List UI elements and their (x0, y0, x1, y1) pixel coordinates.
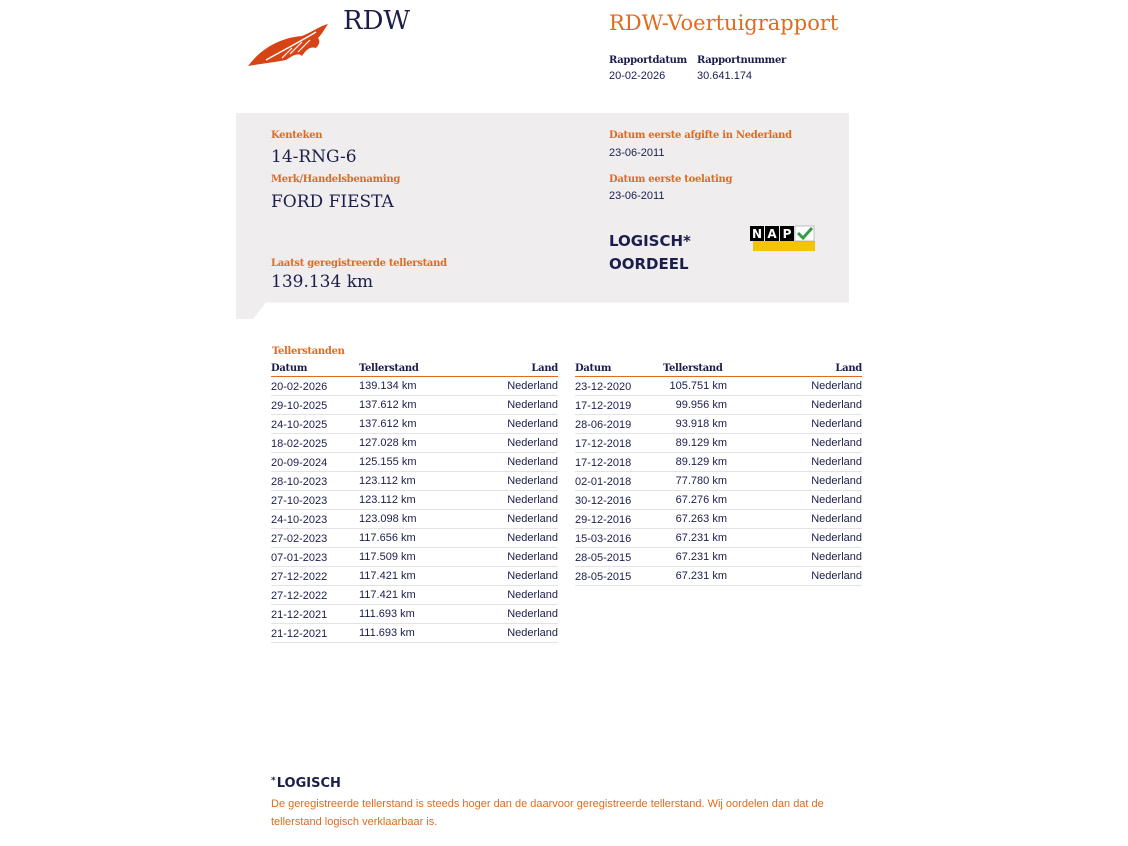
table-row (271, 624, 558, 643)
table-row (271, 415, 558, 434)
row-land: Nederland (811, 475, 862, 487)
rapportdatum-value: 20-02-2026 (609, 70, 666, 82)
row-tellerstand: 67.231 km (675, 570, 727, 582)
row-datum: 29-12-2016 (575, 514, 632, 526)
row-land: Nederland (507, 418, 558, 430)
row-land: Nederland (507, 589, 558, 601)
brand-name: RDW (343, 6, 411, 36)
merk-label: Merk/Handelsbenaming (271, 174, 401, 185)
row-land: Nederland (507, 627, 558, 639)
row-tellerstand: 67.231 km (675, 532, 727, 544)
header-datum: Datum (271, 363, 308, 374)
row-datum: 17-12-2018 (575, 438, 632, 450)
row-land: Nederland (507, 513, 558, 525)
table-row (271, 377, 558, 396)
table-row (271, 548, 558, 567)
row-tellerstand: 125.155 km (359, 456, 417, 468)
row-land: Nederland (507, 608, 558, 620)
tellerstand-label: Laatst geregistreerde tellerstand (271, 258, 447, 269)
table-row (575, 491, 862, 510)
row-datum: 21-12-2021 (271, 628, 328, 640)
kenteken-value: 14-RNG-6 (271, 147, 357, 167)
row-tellerstand: 89.129 km (675, 437, 727, 449)
footer-logisch (271, 776, 341, 791)
footer-explanation: De geregistreerde tellerstand is steeds hoger dan de daarvoor geregistreerde tellerstand. Wij oordelen dan dat de tellerstand logisch verklaarbaar is. (271, 798, 824, 828)
row-tellerstand: 117.421 km (359, 570, 416, 582)
afgifte-label: Datum eerste afgifte in Nederland (609, 130, 792, 141)
footer-logisch-label: LOGISCH (276, 776, 341, 791)
footer-star: * (271, 776, 276, 786)
row-tellerstand: 111.693 km (359, 627, 415, 639)
row-land: Nederland (507, 399, 558, 411)
oordeel-line-1: LOGISCH* (609, 232, 691, 250)
row-tellerstand: 123.112 km (359, 494, 416, 506)
row-datum: 07-01-2023 (271, 552, 328, 564)
row-land: Nederland (811, 418, 862, 430)
oordeel-line-2: OORDEEL (609, 255, 689, 273)
header-land: Land (531, 363, 558, 374)
rapportdatum-label: Rapportdatum (609, 55, 687, 66)
row-datum: 28-06-2019 (575, 419, 632, 431)
header-land: Land (835, 363, 862, 374)
table-row (575, 510, 862, 529)
table-row (575, 472, 862, 491)
report-title: RDW-Voertuigrapport (609, 11, 839, 35)
table-row (271, 453, 558, 472)
rapportnummer-value: 30.641.174 (697, 70, 753, 82)
row-datum: 17-12-2019 (575, 400, 632, 412)
row-datum: 23-12-2020 (575, 381, 632, 393)
row-tellerstand: 93.918 km (675, 418, 727, 430)
merk-value: FORD FIESTA (271, 192, 394, 212)
row-datum: 15-03-2016 (575, 533, 632, 545)
row-tellerstand: 89.129 km (675, 456, 727, 468)
row-land: Nederland (811, 437, 862, 449)
table-row (271, 586, 558, 605)
table-row (271, 529, 558, 548)
header-tellerstand: Tellerstand (663, 363, 723, 374)
row-tellerstand: 105.751 km (669, 380, 727, 392)
row-tellerstand: 123.112 km (359, 475, 416, 487)
row-datum: 20-02-2026 (271, 381, 328, 393)
row-land: Nederland (507, 437, 558, 449)
row-tellerstand: 77.780 km (675, 475, 727, 487)
row-datum: 28-05-2015 (575, 571, 632, 583)
table-row (575, 434, 862, 453)
row-land: Nederland (811, 399, 862, 411)
row-tellerstand: 137.612 km (359, 418, 417, 430)
nap-letter-a: A (767, 227, 777, 241)
row-tellerstand: 139.134 km (359, 380, 417, 392)
table-row (271, 472, 558, 491)
row-land: Nederland (507, 570, 558, 582)
nap-letter-p: P (782, 227, 792, 241)
row-land: Nederland (811, 494, 862, 506)
table-row (271, 510, 558, 529)
table-row (271, 491, 558, 510)
row-land: Nederland (811, 551, 862, 563)
tellerstanden-table-left (271, 363, 558, 643)
row-tellerstand: 111.693 km (359, 608, 415, 620)
row-land: Nederland (811, 456, 862, 468)
toelating-label: Datum eerste toelating (609, 174, 733, 185)
row-datum: 27-02-2023 (271, 533, 328, 545)
header-datum: Datum (575, 363, 612, 374)
row-datum: 21-12-2021 (271, 609, 328, 621)
nap-logo-icon (750, 225, 816, 252)
header-tellerstand: Tellerstand (359, 363, 419, 374)
row-tellerstand: 67.231 km (675, 551, 727, 563)
row-datum: 27-10-2023 (271, 495, 328, 507)
row-land: Nederland (811, 570, 862, 582)
table-row (575, 415, 862, 434)
row-tellerstand: 137.612 km (359, 399, 417, 411)
row-datum: 20-09-2024 (271, 457, 328, 469)
row-datum: 18-02-2025 (271, 438, 328, 450)
row-land: Nederland (507, 456, 558, 468)
row-datum: 29-10-2025 (271, 400, 328, 412)
row-tellerstand: 123.098 km (359, 513, 417, 525)
row-datum: 24-10-2023 (271, 514, 328, 526)
table-body (575, 377, 862, 586)
tellerstand-value: 139.134 km (271, 272, 374, 292)
table-header (271, 363, 558, 377)
table-body (271, 377, 558, 643)
row-tellerstand: 67.276 km (675, 494, 727, 506)
row-datum: 02-01-2018 (575, 476, 632, 488)
row-datum: 24-10-2025 (271, 419, 328, 431)
row-tellerstand: 117.509 km (359, 551, 416, 563)
tellerstanden-table-right (575, 363, 862, 586)
table-row (271, 567, 558, 586)
table-row (575, 453, 862, 472)
table-row (575, 396, 862, 415)
row-datum: 17-12-2018 (575, 457, 632, 469)
table-row (271, 605, 558, 624)
row-datum: 28-10-2023 (271, 476, 328, 488)
rdw-logo-icon (246, 22, 330, 68)
afgifte-value: 23-06-2011 (609, 147, 665, 159)
row-land: Nederland (507, 494, 558, 506)
rapportnummer-label: Rapportnummer (697, 55, 786, 66)
nap-letter-n: N (751, 227, 763, 241)
row-land: Nederland (507, 532, 558, 544)
toelating-value: 23-06-2011 (609, 190, 665, 202)
table-row (575, 548, 862, 567)
tellerstanden-title: Tellerstanden (272, 346, 345, 357)
row-tellerstand: 67.263 km (675, 513, 727, 525)
table-row (575, 377, 862, 396)
row-datum: 28-05-2015 (575, 552, 632, 564)
row-land: Nederland (507, 380, 558, 392)
row-tellerstand: 117.421 km (359, 589, 416, 601)
row-tellerstand: 99.956 km (675, 399, 727, 411)
table-row (575, 529, 862, 548)
row-datum: 27-12-2022 (271, 571, 328, 583)
row-land: Nederland (811, 532, 862, 544)
row-datum: 27-12-2022 (271, 590, 328, 602)
row-datum: 30-12-2016 (575, 495, 632, 507)
row-land: Nederland (811, 380, 862, 392)
row-land: Nederland (507, 551, 558, 563)
row-land: Nederland (811, 513, 862, 525)
table-row (575, 567, 862, 586)
table-row (271, 434, 558, 453)
table-header (575, 363, 862, 377)
row-tellerstand: 117.656 km (359, 532, 416, 544)
table-row (271, 396, 558, 415)
kenteken-label: Kenteken (271, 130, 323, 141)
row-tellerstand: 127.028 km (359, 437, 417, 449)
row-land: Nederland (507, 475, 558, 487)
oordeel-text (609, 230, 691, 276)
